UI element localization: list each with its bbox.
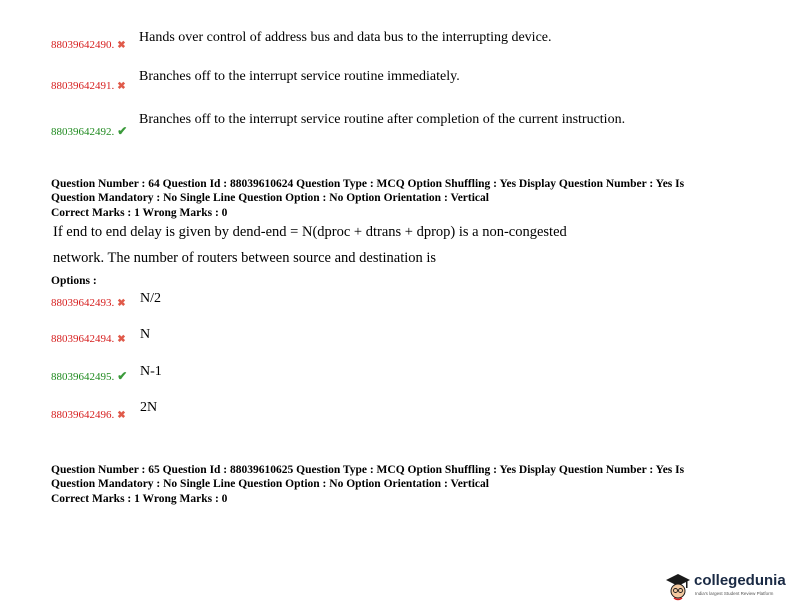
collegedunia-logo <box>664 569 786 605</box>
logo-tagline: India's largest Student Review Platform <box>695 591 774 596</box>
option-id <box>51 333 126 345</box>
option-id <box>51 369 127 384</box>
graduate-icon <box>664 571 692 601</box>
option-text: N-1 <box>140 364 162 379</box>
question-marks: Correct Marks : 1 Wrong Marks : 0 <box>51 493 228 505</box>
question-meta-line: Question Number : 64 Question Id : 88039610624 Question Type : MCQ Option Shuffling : Yes Display Question Number : Yes Is <box>51 178 685 190</box>
question-marks: Correct Marks : 1 Wrong Marks : 0 <box>51 207 228 219</box>
check-mark-icon: ✔ <box>117 124 128 138</box>
option-id-text: 88039642490. <box>51 39 115 51</box>
option-id <box>51 297 126 309</box>
logo-name: collegedunia <box>694 572 786 589</box>
option-id-text: 88039642495. <box>51 371 115 383</box>
option-id <box>51 39 126 51</box>
question-meta-line: Question Number : 65 Question Id : 88039610625 Question Type : MCQ Option Shuffling : Yes Display Question Number : Yes Is <box>51 464 685 476</box>
option-id-text: 88039642493. <box>51 297 115 309</box>
option-text: N/2 <box>140 291 161 306</box>
option-text: Hands over control of address bus and data bus to the interrupting device. <box>139 30 552 45</box>
option-text: N <box>140 327 151 342</box>
cross-mark-icon: ✖ <box>117 334 126 345</box>
question-text: If end to end delay is given by dend-end = N(dproc + dtrans + dprop) is a non-congested <box>53 224 567 240</box>
cross-mark-icon: ✖ <box>117 40 126 51</box>
options-label: Options : <box>51 275 97 287</box>
option-text: Branches off to the interrupt service routine immediately. <box>139 69 460 84</box>
option-id-text: 88039642492. <box>51 126 115 138</box>
cross-mark-icon: ✖ <box>117 410 126 421</box>
cross-mark-icon: ✖ <box>117 298 126 309</box>
option-id <box>51 124 127 139</box>
option-text: Branches off to the interrupt service routine after completion of the current instruction. <box>139 112 626 127</box>
cross-mark-icon: ✖ <box>117 81 126 92</box>
check-mark-icon: ✔ <box>117 369 128 383</box>
option-id-text: 88039642491. <box>51 80 115 92</box>
option-id-text: 88039642496. <box>51 409 115 421</box>
option-id <box>51 80 126 92</box>
question-meta-line: Question Mandatory : No Single Line Question Option : No Option Orientation : Vertical <box>51 192 489 204</box>
question-text: network. The number of routers between source and destination is <box>53 250 437 266</box>
option-id-text: 88039642494. <box>51 333 115 345</box>
option-text: 2N <box>140 400 158 415</box>
question-meta-line: Question Mandatory : No Single Line Question Option : No Option Orientation : Vertical <box>51 478 489 490</box>
option-id <box>51 409 126 421</box>
